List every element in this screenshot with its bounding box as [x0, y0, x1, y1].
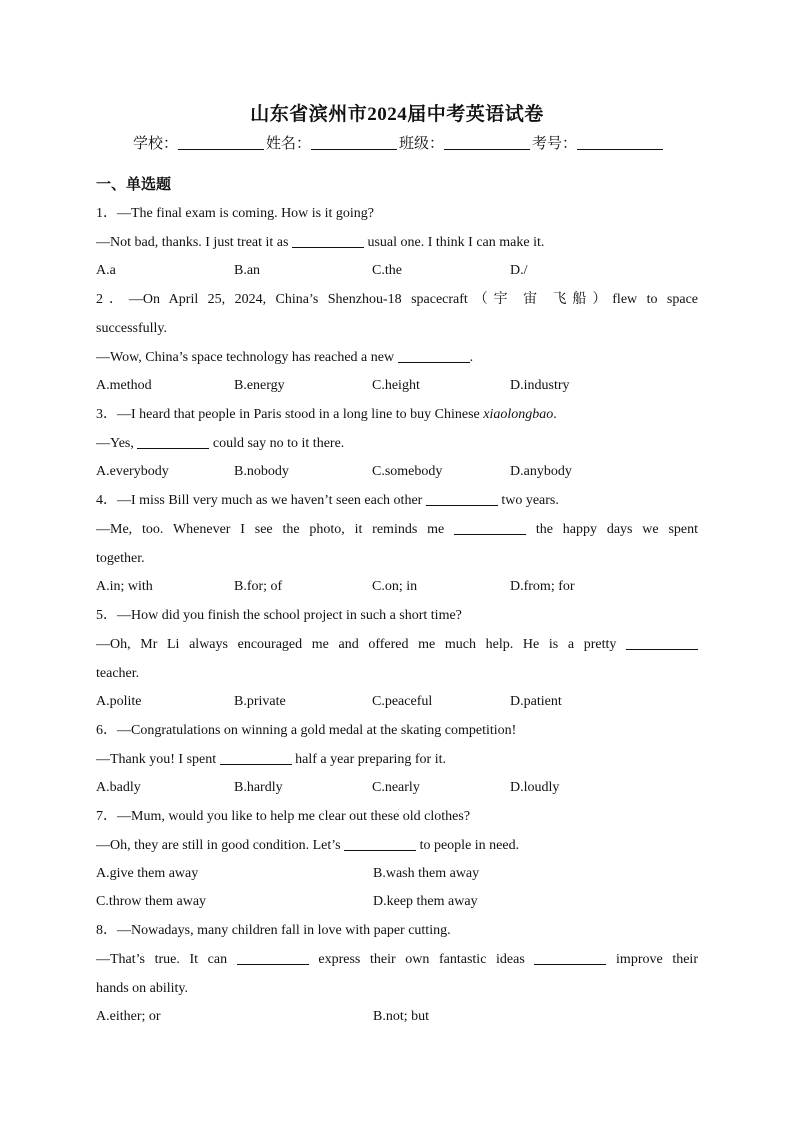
- question-line: [96, 916, 698, 945]
- exam-page: [96, 100, 698, 1031]
- question-text: express their own fantastic ideas: [308, 952, 535, 967]
- question-line: [96, 228, 698, 257]
- question-line: [96, 831, 698, 860]
- question-number: 1．: [96, 206, 117, 221]
- question-line: [96, 601, 698, 630]
- option-c[interactable]: C.on; in: [372, 579, 418, 594]
- option-b[interactable]: B.energy: [234, 378, 285, 393]
- question-line: [96, 343, 698, 372]
- option-b[interactable]: B.not; but: [373, 1009, 430, 1024]
- question-line: [96, 745, 698, 774]
- answer-blank: [398, 348, 470, 363]
- question-text: the happy days we spent: [526, 522, 699, 537]
- question-line: [96, 716, 698, 745]
- option-b[interactable]: B.hardly: [234, 780, 283, 795]
- option-d[interactable]: D.patient: [510, 694, 562, 709]
- question-line: [96, 515, 698, 544]
- question-text: teacher.: [96, 666, 140, 681]
- options-row: [96, 458, 698, 486]
- school-blank[interactable]: [178, 133, 264, 150]
- question-text: —On April 25, 2024, China’s Shenzhou-18 spacecraft（宇 宙 飞船）flew to space: [128, 292, 699, 307]
- question-line: [96, 400, 698, 429]
- question: [96, 199, 698, 285]
- option-a[interactable]: A.badly: [96, 780, 141, 795]
- option-a[interactable]: A.give them away: [96, 866, 199, 881]
- question-text: to people in need.: [416, 838, 520, 853]
- italic-word: xiaolongbao: [483, 407, 554, 422]
- answer-blank: [137, 434, 209, 449]
- question-line: [96, 945, 698, 974]
- question-line: [96, 802, 698, 831]
- question-number: 6．: [96, 723, 117, 738]
- question-text: half a year preparing for it.: [291, 752, 446, 767]
- option-c[interactable]: C.height: [372, 378, 420, 393]
- answer-blank: [237, 950, 309, 965]
- answer-blank: [534, 950, 606, 965]
- option-d[interactable]: D.keep them away: [373, 894, 478, 909]
- question-text: .: [553, 407, 557, 422]
- class-label: 班级：: [399, 136, 445, 152]
- option-c[interactable]: C.the: [372, 263, 402, 278]
- options-row: [96, 688, 698, 716]
- question-text: —That’s true. It can: [96, 952, 237, 967]
- class-blank[interactable]: [444, 133, 530, 150]
- question: [96, 802, 698, 916]
- question-text: could say no to it there.: [209, 436, 345, 451]
- option-a[interactable]: A.a: [96, 263, 116, 278]
- question-line: [96, 314, 698, 343]
- question-text: —The final exam is coming. How is it going?: [117, 206, 375, 221]
- question-line: [96, 544, 698, 573]
- answer-blank: [220, 750, 292, 765]
- options-row: [96, 1003, 698, 1031]
- question-number: 4．: [96, 493, 117, 508]
- options-row: [96, 860, 698, 888]
- question-text: hands on ability.: [96, 981, 189, 996]
- student-info-row: [96, 130, 698, 158]
- question-number: 8．: [96, 923, 117, 938]
- answer-blank: [626, 635, 698, 650]
- question-text: .: [469, 350, 474, 365]
- question-line: [96, 429, 698, 458]
- question-line: [96, 285, 698, 314]
- options-row: [96, 774, 698, 802]
- question-text: two years.: [497, 493, 559, 508]
- question-text: —Not bad, thanks. I just treat it as: [96, 235, 292, 250]
- question: [96, 916, 698, 1031]
- question-line: [96, 630, 698, 659]
- option-b[interactable]: B.private: [234, 694, 286, 709]
- question-text: —Mum, would you like to help me clear out these old clothes?: [117, 809, 471, 824]
- question-number: 2．: [96, 292, 129, 307]
- question-line: [96, 974, 698, 1003]
- option-d[interactable]: D.loudly: [510, 780, 560, 795]
- question: [96, 400, 698, 486]
- answer-blank: [292, 233, 364, 248]
- option-d[interactable]: D.anybody: [510, 464, 572, 479]
- question-text: together.: [96, 551, 145, 566]
- option-c[interactable]: C.somebody: [372, 464, 443, 479]
- options-row: [96, 573, 698, 601]
- answer-blank: [344, 836, 416, 851]
- option-a[interactable]: A.either; or: [96, 1009, 161, 1024]
- question-number: 3．: [96, 407, 117, 422]
- answer-blank: [426, 491, 498, 506]
- option-b[interactable]: B.wash them away: [373, 866, 480, 881]
- question-text: —I miss Bill very much as we haven’t seen each other: [117, 493, 426, 508]
- school-label: 学校：: [132, 136, 178, 152]
- option-d[interactable]: D./: [510, 263, 528, 278]
- question: [96, 486, 698, 601]
- question-line: [96, 199, 698, 228]
- question-line: [96, 486, 698, 515]
- answer-blank: [454, 520, 526, 535]
- option-b[interactable]: B.an: [234, 263, 261, 278]
- question-text: —Congratulations on winning a gold medal at the skating competition!: [117, 723, 517, 738]
- option-a[interactable]: A.method: [96, 378, 152, 393]
- question-number: 7．: [96, 809, 117, 824]
- option-c[interactable]: C.peaceful: [372, 694, 433, 709]
- question-text: improve their: [606, 952, 698, 967]
- exam-number-label: 考号：: [532, 136, 578, 152]
- question-text: —Yes,: [96, 436, 138, 451]
- option-d[interactable]: D.from; for: [510, 579, 575, 594]
- question-text: —Me, too. Whenever I see the photo, it reminds me: [96, 522, 455, 537]
- question: [96, 601, 698, 716]
- question-number: 5．: [96, 608, 117, 623]
- question-text: —Oh, they are still in good condition. Let’s: [96, 838, 345, 853]
- option-d[interactable]: D.industry: [510, 378, 570, 393]
- option-a[interactable]: A.polite: [96, 694, 142, 709]
- option-b[interactable]: B.for; of: [234, 579, 283, 594]
- exam-number-blank[interactable]: [577, 133, 663, 150]
- options-row: [96, 888, 698, 916]
- option-a[interactable]: A.everybody: [96, 464, 169, 479]
- question: [96, 716, 698, 802]
- question-text: successfully.: [96, 321, 168, 336]
- option-c[interactable]: C.nearly: [372, 780, 420, 795]
- question: [96, 285, 698, 400]
- options-row: [96, 372, 698, 400]
- question-text: —I heard that people in Paris stood in a long line to buy Chinese: [117, 407, 484, 422]
- question-text: —Wow, China’s space technology has reached a new: [96, 350, 398, 365]
- name-blank[interactable]: [311, 133, 397, 150]
- option-b[interactable]: B.nobody: [234, 464, 289, 479]
- question-text: —Thank you! I spent: [96, 752, 220, 767]
- exam-title: 山东省滨州市2024届中考英语试卷: [250, 104, 544, 125]
- question-text: —How did you finish the school project in such a short time?: [117, 608, 462, 623]
- name-label: 姓名：: [265, 136, 311, 152]
- option-a[interactable]: A.in; with: [96, 579, 153, 594]
- question-text: —Oh, Mr Li always encouraged me and offered me much help. He is a pretty: [96, 637, 626, 652]
- section-heading: 一、单选题: [96, 175, 172, 193]
- question-text: usual one. I think I can make it.: [363, 235, 545, 250]
- option-c[interactable]: C.throw them away: [96, 894, 207, 909]
- options-row: [96, 257, 698, 285]
- question-line: [96, 659, 698, 688]
- question-text: —Nowadays, many children fall in love with paper cutting.: [117, 923, 451, 938]
